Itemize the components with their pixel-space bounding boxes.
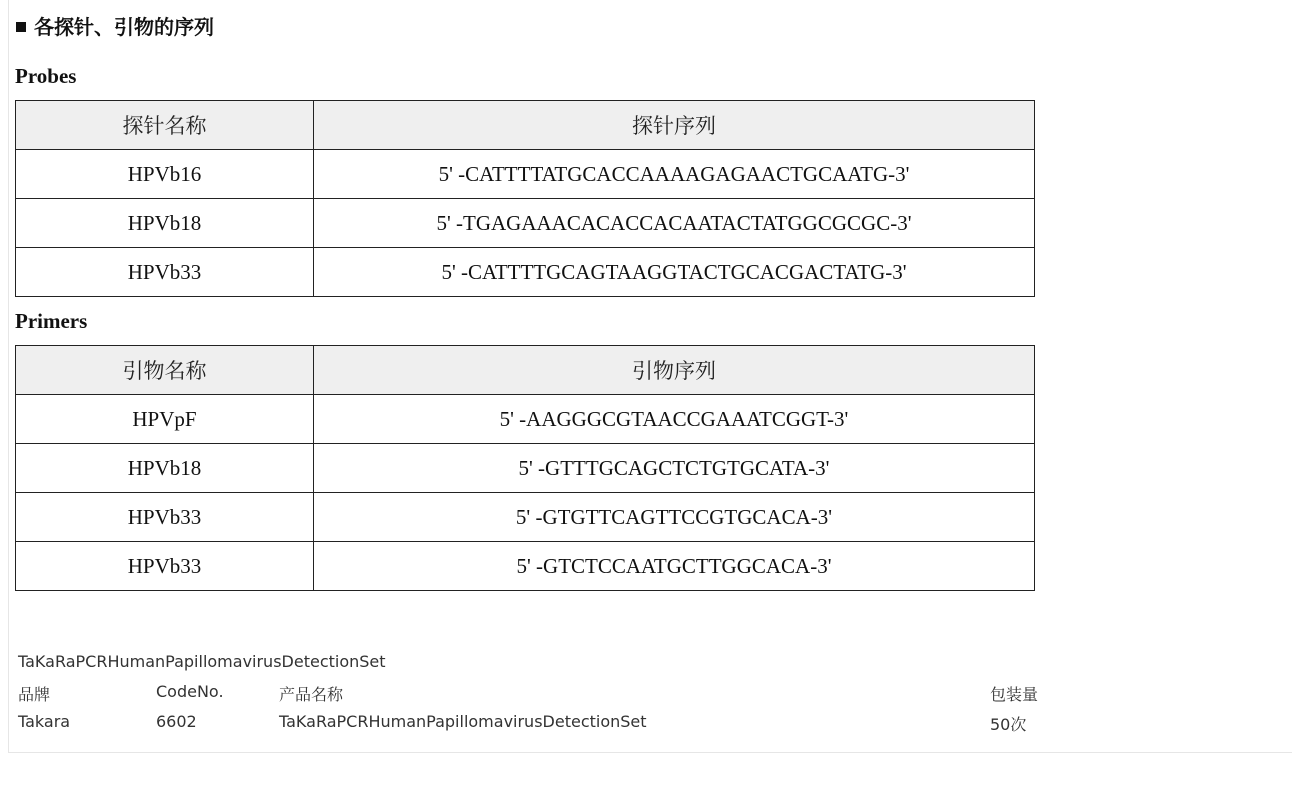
header-package-size: 包装量 — [990, 685, 1039, 704]
table-row — [16, 493, 1035, 542]
probe-sequence: 5' -TGAGAAACACACCACAATACTATGGCGCGC-3' — [314, 199, 1035, 248]
table-row — [16, 395, 1035, 444]
primer-sequence: 5' -GTGTTCAGTTCCGTGCACA-3' — [314, 493, 1035, 542]
header-brand: 品牌 — [18, 685, 51, 704]
table-header-row — [16, 346, 1035, 395]
probes-table — [15, 100, 1035, 297]
package-size-value: 50次 — [990, 715, 1027, 734]
product-data-row — [18, 712, 1118, 732]
primer-name: HPVb33 — [16, 542, 314, 591]
table-row — [16, 199, 1035, 248]
header-code-no: CodeNo. — [156, 682, 224, 701]
column-header-probe-name: 探针名称 — [16, 101, 314, 150]
section-title-text: 各探针、引物的序列 — [34, 15, 214, 39]
probe-name: HPVb16 — [16, 150, 314, 199]
primer-sequence: 5' -GTTTGCAGCTCTGTGCATA-3' — [314, 444, 1035, 493]
primer-sequence: 5' -GTCTCCAATGCTTGGCACA-3' — [314, 542, 1035, 591]
brand-value: Takara — [18, 712, 71, 731]
primers-table — [15, 345, 1035, 591]
product-name-value: TaKaRaPCRHumanPapillomavirusDetectionSet — [279, 712, 647, 731]
primers-heading: Primers — [15, 309, 88, 333]
probe-name: HPVb18 — [16, 199, 314, 248]
table-header-row — [16, 101, 1035, 150]
primer-name: HPVb33 — [16, 493, 314, 542]
product-title: TaKaRaPCRHumanPapillomavirusDetectionSet — [18, 652, 386, 671]
section-title — [16, 14, 214, 40]
primer-name: HPVb18 — [16, 444, 314, 493]
primer-name: HPVpF — [16, 395, 314, 444]
table-row — [16, 150, 1035, 199]
product-header-row — [18, 682, 1118, 702]
probe-sequence: 5' -CATTTTGCAGTAAGGTACTGCACGACTATG-3' — [314, 248, 1035, 297]
code-no-value: 6602 — [156, 712, 197, 731]
column-header-primer-name: 引物名称 — [16, 346, 314, 395]
probe-sequence: 5' -CATTTTATGCACCAAAAGAGAACTGCAATG-3' — [314, 150, 1035, 199]
primer-sequence: 5' -AAGGGCGTAACCGAAATCGGT-3' — [314, 395, 1035, 444]
probe-name: HPVb33 — [16, 248, 314, 297]
square-bullet-icon — [16, 22, 26, 32]
header-product-name: 产品名称 — [279, 685, 344, 704]
column-header-probe-sequence: 探针序列 — [314, 101, 1035, 150]
probes-heading: Probes — [15, 64, 77, 88]
column-header-primer-sequence: 引物序列 — [314, 346, 1035, 395]
table-row — [16, 248, 1035, 297]
table-row — [16, 542, 1035, 591]
table-row — [16, 444, 1035, 493]
